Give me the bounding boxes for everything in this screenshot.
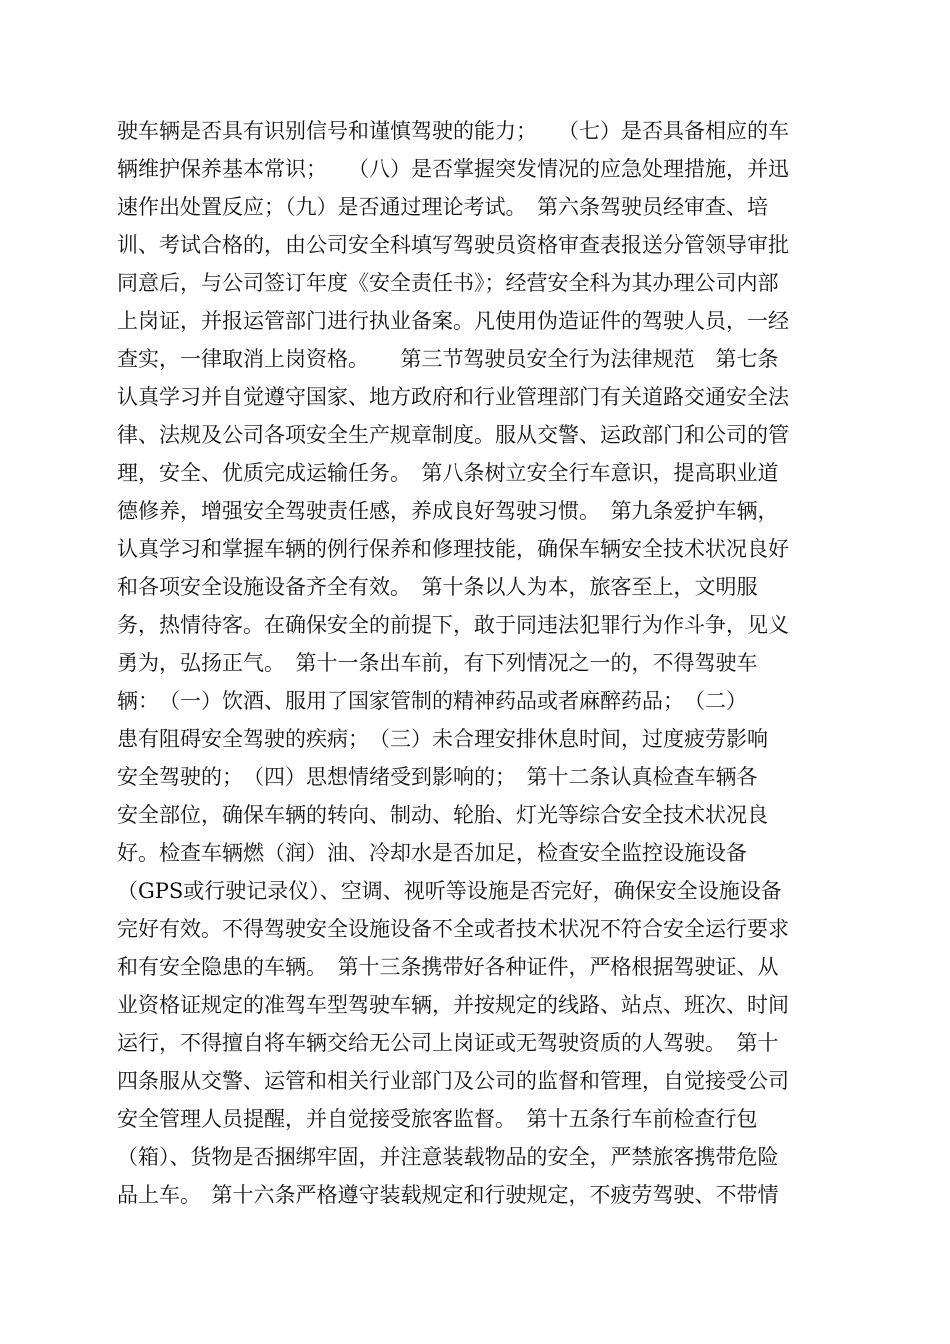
text-line: 上岗证，并报运管部门进行执业备案。凡使用伪造证件的驾驶人员，一经 [117,309,789,333]
text-line: 业资格证规定的准驾车型驾驶车辆，并按规定的线路、站点、班次、时间 [117,993,789,1017]
text-line: 速作出处置反应；（九）是否通过理论考试。 第六条驾驶员经审查、培 [117,195,768,219]
text-line: 查实，一律取消上岗资格。 第三节驾驶员安全行为法律规范 第七条 [117,347,779,371]
text-line: 和各项安全设施设备齐全有效。 第十条以人为本，旅客至上，文明服 [117,575,758,599]
text-line: 训、考试合格的，由公司安全科填写驾驶员资格审查表报送分管领导审批 [117,233,789,257]
text-line: 患有阻碍安全驾驶的疾病； （三）未合理安排休息时间，过度疲劳影响 [117,727,768,751]
text-line: 辆维护保养基本常识； （八）是否掌握突发情况的应急处理措施，并迅 [117,157,789,181]
text-line: 运行，不得擅自将车辆交给无公司上岗证或无驾驶资质的人驾驶。 第十 [117,1031,779,1055]
text-line: 驶车辆是否具有识别信号和谨慎驾驶的能力； （七）是否具备相应的车 [117,119,789,143]
text-line: 律、法规及公司各项安全生产规章制度。服从交警、运政部门和公司的管 [117,423,789,447]
text-line: 安全驾驶的； （四）思想情绪受到影响的； 第十二条认真检查车辆各 [117,765,758,789]
text-line: 安全部位，确保车辆的转向、制动、轮胎、灯光等综合安全技术状况良 [117,803,768,827]
text-line: 认真学习并自觉遵守国家、地方政府和行业管理部门有关道路交通安全法 [117,385,789,409]
text-line: 务，热情待客。在确保安全的前提下，敢于同违法犯罪行为作斗争，见义 [117,613,789,637]
text-line: 同意后，与公司签订年度《安全责任书》；经营安全科为其办理公司内部 [117,271,779,295]
text-line: 安全管理人员提醒，并自觉接受旅客监督。 第十五条行车前检查行包 [117,1107,758,1131]
text-line: 认真学习和掌握车辆的例行保养和修理技能，确保车辆安全技术状况良好 [117,537,789,561]
text-line: 理，安全、优质完成运输任务。 第八条树立安全行车意识，提高职业道 [117,461,779,485]
text-line: 品上车。 第十六条严格遵守装载规定和行驶规定，不疲劳驾驶、不带情 [117,1183,779,1207]
text-line: 四条服从交警、运管和相关行业部门及公司的监督和管理，自觉接受公司 [117,1069,789,1093]
text-line: 勇为，弘扬正气。 第十一条出车前，有下列情况之一的，不得驾驶车 [117,651,758,675]
text-line: （GPS或行驶记录仪）、空调、视听等设施是否完好，确保安全设施设备 [117,879,782,903]
text-line: 好。检查车辆燃（润）油、冷却水是否加足，检查安全监控设施设备 [117,841,747,865]
text-line: 辆： （一）饮酒、服用了国家管制的精神药品或者麻醉药品； （二） [117,689,747,713]
body-text [117,112,837,1214]
text-line: 完好有效。不得驾驶安全设施设备不全或者技术状况不符合安全运行要求 [117,917,789,941]
text-line: （箱）、货物是否捆绑牢固，并注意装载物品的安全，严禁旅客携带危险 [117,1145,779,1169]
text-line: 德修养，增强安全驾驶责任感，养成良好驾驶习惯。 第九条爱护车辆， [117,499,779,523]
text-line: 和有安全隐患的车辆。 第十三条携带好各种证件，严格根据驾驶证、从 [117,955,779,979]
